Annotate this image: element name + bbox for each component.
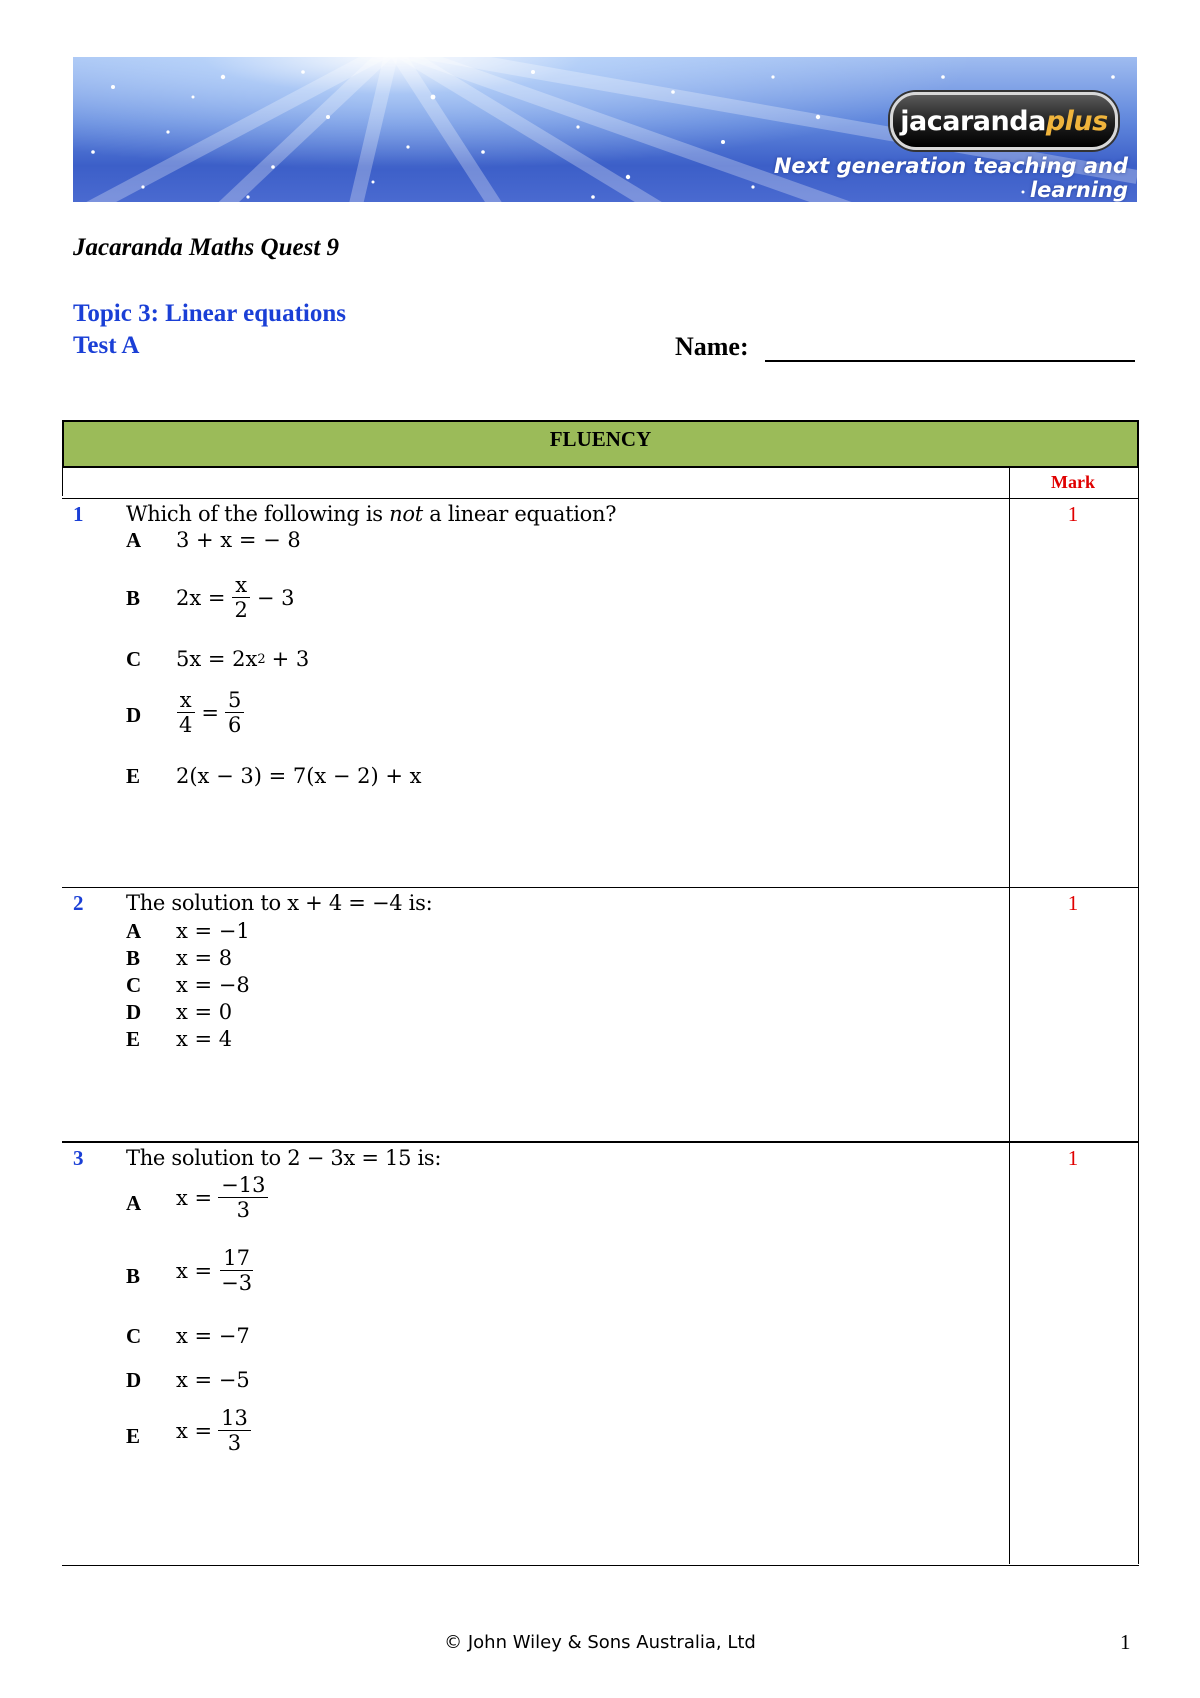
option-expression: x = 4 [176,1027,233,1051]
question-mark-value: 1 [1067,502,1079,526]
page-number: 1 [1120,1630,1131,1654]
header-divider [62,498,1139,499]
option-letter: B [126,1264,141,1288]
topic-title: Topic 3: Linear equations [73,300,346,327]
option-expression: x = $\frac{-13}{3}$ [176,1173,268,1222]
option-expression: x = $\frac{17}{-3}$ [176,1246,253,1296]
option-letter: A [126,528,142,552]
mark-column-divider [1009,466,1010,1564]
option-expression: 3 + x = − 8 [176,528,301,552]
option-letter: D [126,1368,142,1392]
logo-word-plus: plus [1045,105,1108,137]
option-letter: A [126,1191,142,1215]
question-number: 2 [73,891,84,915]
option-expression: 5x = 2x 2 + 3 [176,647,310,671]
jacaranda-plus-logo [890,92,1118,150]
row-divider [62,887,1139,888]
name-field-line[interactable] [765,360,1135,362]
test-label: Test A [73,332,140,359]
option-expression: x = $\frac{13}{3}$ [176,1406,251,1455]
option-letter: C [126,1324,142,1348]
table-bottom-border [62,1565,1139,1566]
book-title: Jacaranda Maths Quest 9 [73,234,340,261]
option-letter: E [126,1424,141,1448]
question-mark-value: 1 [1067,891,1079,915]
question-number: 1 [73,502,84,526]
question-number: 3 [73,1146,84,1170]
option-expression: $\frac{x}{4}$ = $\frac{5}{6}$ [176,688,244,737]
option-expression: x = −5 [176,1368,250,1392]
mark-column-header: Mark [1051,472,1095,492]
option-expression: 2(x − 3) = 7(x − 2) + x [176,764,422,788]
option-expression: 2x = $\frac{x}{2}$ − 3 [176,573,295,623]
header-banner [73,57,1137,202]
option-letter: B [126,946,141,970]
option-letter: A [126,919,142,943]
option-letter: E [126,1027,141,1051]
name-label: Name: [675,332,749,361]
question-text: The solution to 2 − 3x = 15 is: [126,1146,442,1170]
option-letter: E [126,764,141,788]
question-text: Which of the following is not a linear equation? [126,502,617,526]
section-header-fluency: FLUENCY [62,420,1139,468]
option-letter: B [126,586,141,610]
option-expression: x = −7 [176,1324,250,1348]
option-expression: x = −1 [176,919,250,943]
logo-word-jacaranda: jacaranda [900,105,1046,137]
row-divider [62,1141,1139,1143]
copyright-footer: © John Wiley & Sons Australia, Ltd [444,1632,756,1653]
option-expression: x = 8 [176,946,233,970]
option-expression: x = 0 [176,1000,233,1024]
option-letter: C [126,647,142,671]
question-mark-value: 1 [1067,1146,1079,1170]
option-letter: D [126,1000,142,1024]
table-right-border [1138,466,1139,1564]
table-left-border [62,466,63,496]
option-letter: D [126,703,142,727]
question-text: The solution to x + 4 = −4 is: [126,891,433,915]
option-letter: C [126,973,142,997]
banner-tagline: Next generation teaching and learning [773,154,1128,202]
option-expression: x = −8 [176,973,250,997]
